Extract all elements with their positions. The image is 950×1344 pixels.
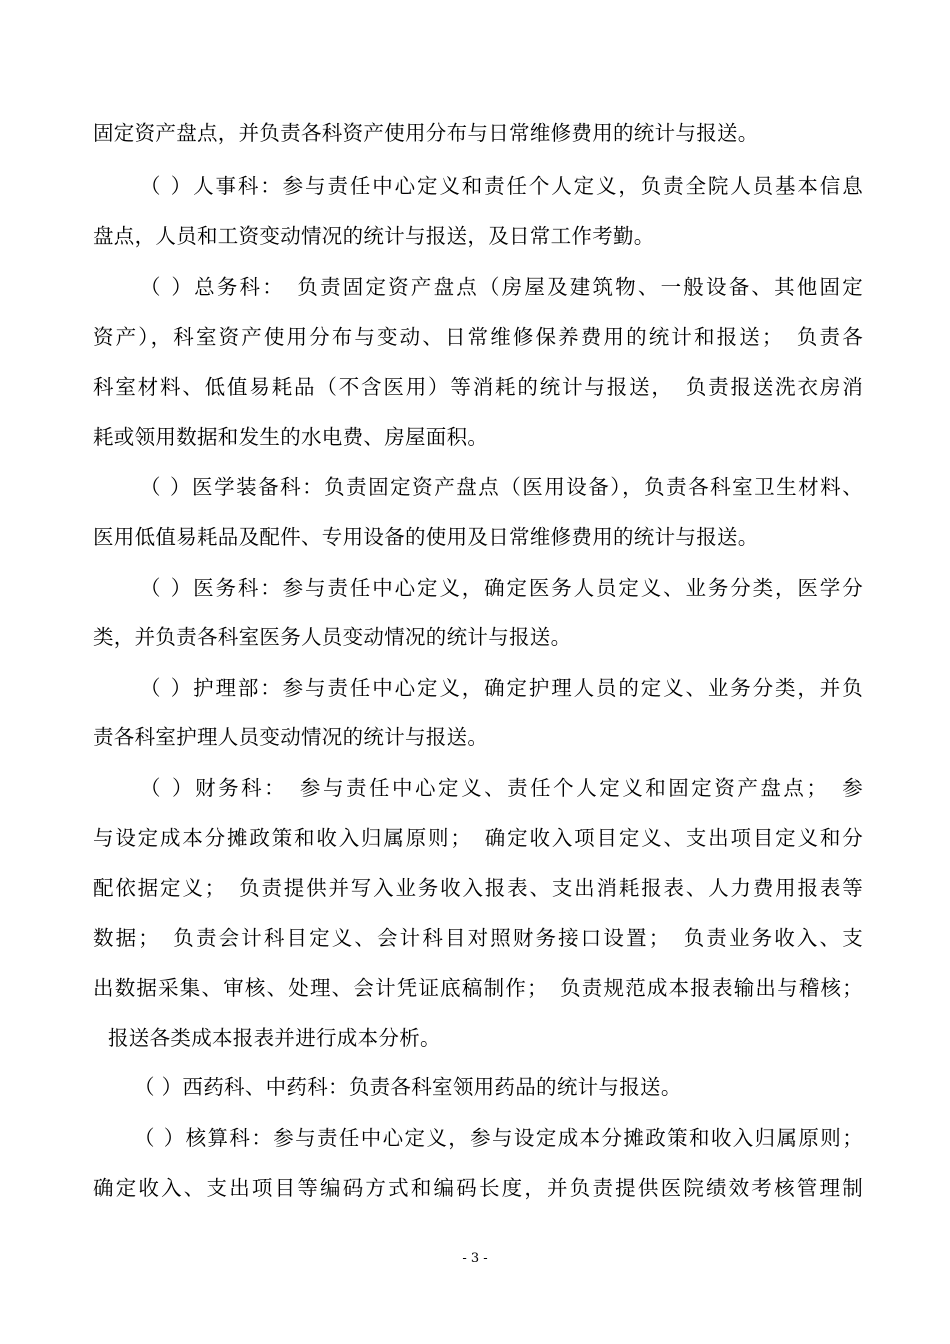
body-line: 科室材料、低值易耗品（不含医用）等消耗的统计与报送， 负责报送洗衣房消 xyxy=(93,375,863,399)
body-line: 报送各类成本报表并进行成本分析。 xyxy=(108,1026,441,1050)
paragraph-hr-line: （ ）人事科：参与责任中心定义和责任个人定义，负责全院人员基本信息 xyxy=(140,174,863,198)
body-line: 确定收入、支出项目等编码方式和编码长度，并负责提供医院绩效考核管理制 xyxy=(93,1176,863,1200)
body-line: 类，并负责各科室医务人员变动情况的统计与报送。 xyxy=(93,625,572,649)
paragraph-general-affairs-line: （ ）总务科： 负责固定资产盘点（房屋及建筑物、一般设备、其他固定 xyxy=(140,275,863,299)
body-line: 责各科室护理人员变动情况的统计与报送。 xyxy=(93,725,489,749)
body-line: 耗或领用数据和发生的水电费、房屋面积。 xyxy=(93,425,489,449)
page-number: - 3 - xyxy=(462,1251,488,1266)
body-line: 配依据定义； 负责提供并写入业务收入报表、支出消耗报表、人力费用报表等 xyxy=(93,876,863,900)
body-line: 出数据采集、审核、处理、会计凭证底稿制作； 负责规范成本报表输出与稽核； xyxy=(93,976,863,1000)
paragraph-accounting-line: （ ）核算科：参与责任中心定义，参与设定成本分摊政策和收入归属原则； xyxy=(134,1126,863,1150)
body-line: 固定资产盘点，并负责各科资产使用分布与日常维修费用的统计与报送。 xyxy=(93,121,759,145)
body-line: 与设定成本分摊政策和收入归属原则； 确定收入项目定义、支出项目定义和分 xyxy=(93,826,863,850)
paragraph-pharmacy-line: （ ）西药科、中药科：负责各科室领用药品的统计与报送。 xyxy=(134,1075,682,1099)
body-line: 数据； 负责会计科目定义、会计科目对照财务接口设置； 负责业务收入、支 xyxy=(93,926,863,950)
body-line: 医用低值易耗品及配件、专用设备的使用及日常维修费用的统计与报送。 xyxy=(93,525,759,549)
paragraph-medical-equipment-line: （ ）医学装备科：负责固定资产盘点（医用设备），负责各科室卫生材料、 xyxy=(140,475,863,499)
body-line: 资产），科室资产使用分布与变动、日常维修保养费用的统计和报送； 负责各 xyxy=(93,325,863,349)
paragraph-medical-affairs-line: （ ）医务科：参与责任中心定义，确定医务人员定义、业务分类，医学分 xyxy=(140,576,863,600)
paragraph-nursing-line: （ ）护理部：参与责任中心定义，确定护理人员的定义、业务分类，并负 xyxy=(140,676,863,700)
paragraph-finance-line: （ ）财务科： 参与责任中心定义、责任个人定义和固定资产盘点； 参 xyxy=(140,776,863,800)
body-line: 盘点，人员和工资变动情况的统计与报送，及日常工作考勤。 xyxy=(93,224,655,248)
